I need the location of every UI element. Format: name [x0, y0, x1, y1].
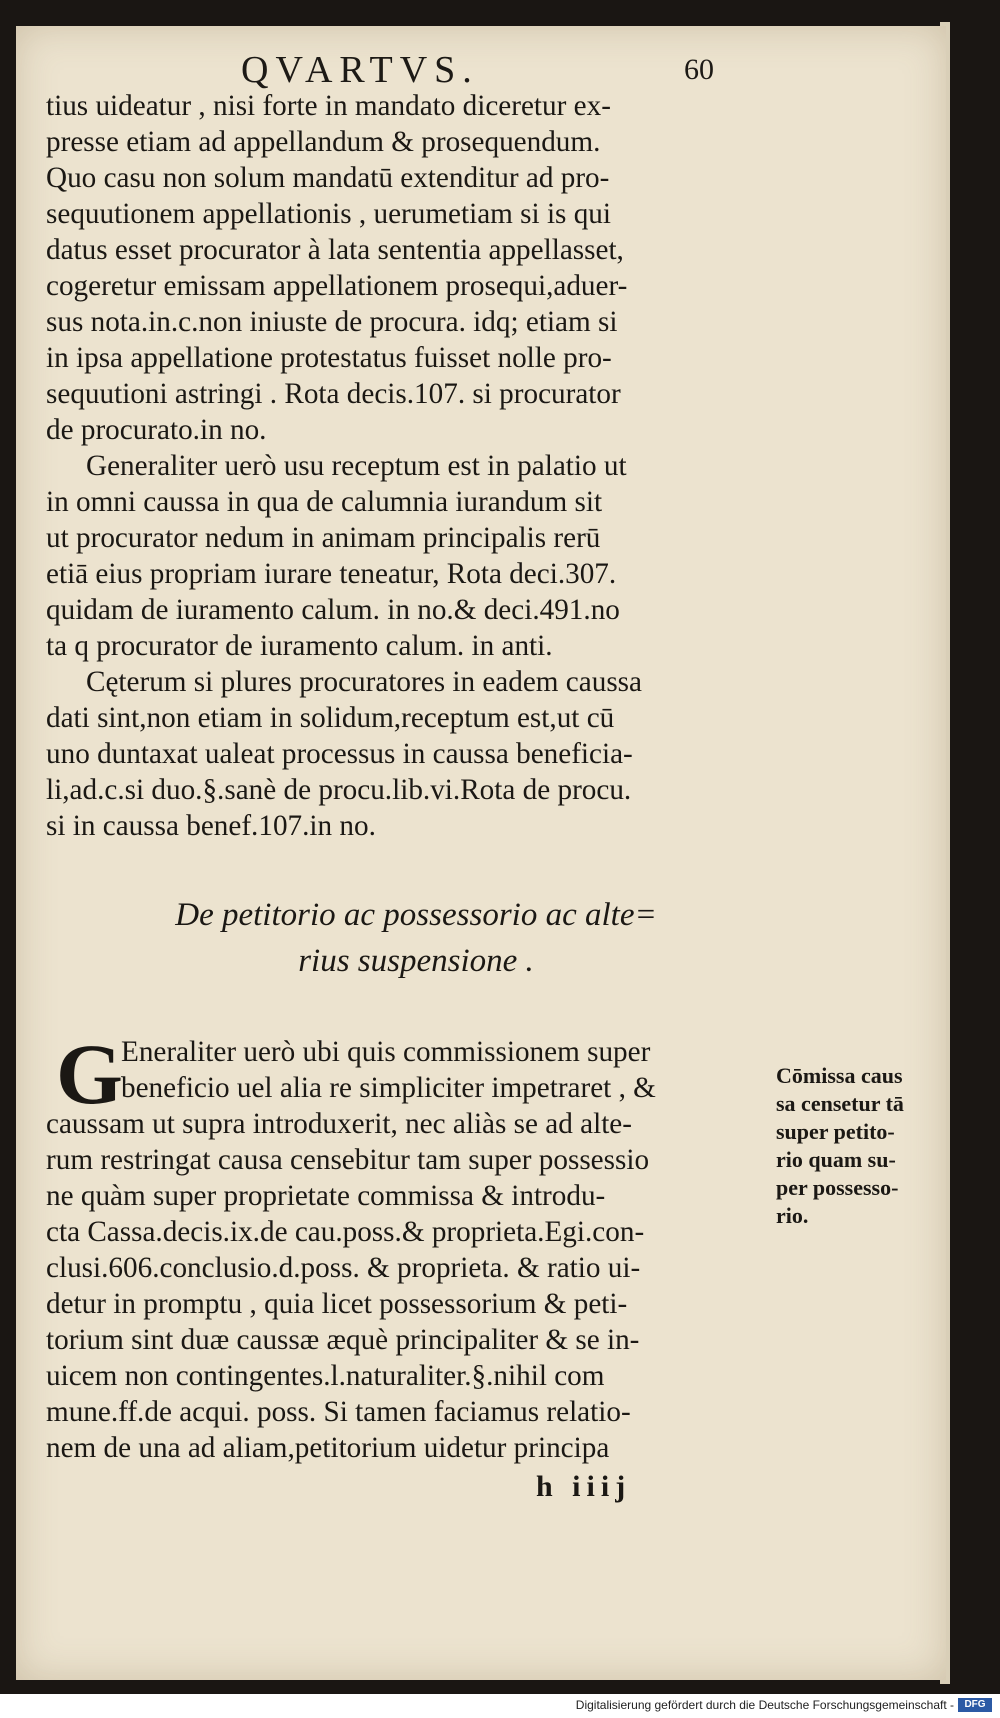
- text-line: Quo casu non solum mandatū extenditur ad pro-: [46, 162, 610, 194]
- footer-bar: [0, 1694, 1000, 1718]
- dfg-logo: DFG: [958, 1698, 992, 1712]
- text-line: clusi.606.conclusio.d.poss. & proprieta. & ratio ui-: [46, 1252, 641, 1284]
- main-text-block: [46, 88, 776, 844]
- text-line: beneficio uel alia re simpliciter impetraret , &: [121, 1072, 656, 1104]
- heading-line: De petitorio ac possessorio ac alte=: [175, 897, 657, 933]
- text-line: datus esset procurator à lata sententia appellasset,: [46, 234, 624, 266]
- text-line: Generaliter uerò usu receptum est in palatio ut: [86, 450, 627, 482]
- text-line: li,ad.c.si duo.§.sanè de procu.lib.vi.Rota de procu.: [46, 774, 632, 806]
- marginal-line: rio quam su-: [776, 1147, 896, 1172]
- page-folio: 60: [684, 53, 714, 86]
- paragraph-3: [46, 664, 776, 844]
- text-line: nem de una ad aliam,petitorium uidetur principa: [46, 1432, 610, 1464]
- text-line: caussam ut supra introduxerit, nec aliàs se ad alte-: [46, 1108, 632, 1140]
- text-line: ne quàm super proprietate commissa & introdu-: [46, 1180, 606, 1212]
- text-line: cogeretur emissam appellationem prosequi,aduer-: [46, 270, 628, 302]
- text-line: si in caussa benef.107.in no.: [46, 810, 376, 842]
- text-line: Cęterum si plures procuratores in eadem caussa: [86, 666, 642, 698]
- marginal-line: rio.: [776, 1203, 809, 1228]
- text-line: Eneraliter uerò ubi quis commissionem super: [121, 1036, 651, 1068]
- text-line: cta Cassa.decis.ix.de cau.poss.& proprieta.Egi.con-: [46, 1216, 645, 1248]
- text-line: rum restringat causa censebitur tam super possessio: [46, 1144, 650, 1176]
- text-line: torium sint duæ caussæ æquè principaliter & se in-: [46, 1324, 640, 1356]
- text-line: quidam de iuramento calum. in no.& deci.491.no: [46, 594, 620, 626]
- text-line: tius uideatur , nisi forte in mandato diceretur ex-: [46, 90, 611, 122]
- paragraph-2: [46, 448, 776, 664]
- text-line: dati sint,non etiam in solidum,receptum est,ut cū: [46, 702, 615, 734]
- book-page: [16, 26, 946, 1680]
- text-line: in ipsa appellatione protestatus fuisset nolle pro-: [46, 342, 612, 374]
- text-line: presse etiam ad appellandum & prosequendum.: [46, 126, 601, 158]
- text-line: in omni caussa in qua de calumnia iurandum sit: [46, 486, 603, 518]
- text-line: sequutioni astringi . Rota decis.107. si procurator: [46, 378, 621, 410]
- text-line: sus nota.in.c.non iniuste de procura. idq; etiam si: [46, 306, 618, 338]
- signature-mark: h iiij: [536, 1470, 632, 1503]
- marginal-note: [776, 1062, 936, 1230]
- marginal-line: super petito-: [776, 1119, 895, 1144]
- text-line: de procurato.in no.: [46, 414, 267, 446]
- section-heading: [136, 892, 696, 984]
- marginal-line: Cōmissa caus: [776, 1063, 903, 1088]
- text-line: uicem non contingentes.l.naturaliter.§.nihil com: [46, 1360, 605, 1392]
- text-line: uno duntaxat ualeat processus in caussa beneficia-: [46, 738, 633, 770]
- text-line: detur in promptu , quia licet possessorium & peti-: [46, 1288, 628, 1320]
- paragraph-1: [46, 88, 776, 448]
- text-line: ut procurator nedum in animam principalis rerū: [46, 522, 601, 554]
- text-line: mune.ff.de acqui. poss. Si tamen faciamus relatio-: [46, 1396, 631, 1428]
- text-line: etiā eius propriam iurare teneatur, Rota deci.307.: [46, 558, 617, 590]
- marginal-line: per possesso-: [776, 1175, 899, 1200]
- text-line: sequutionem appellationis , uerumetiam si is qui: [46, 198, 612, 230]
- text-line: ta q procurator de iuramento calum. in anti.: [46, 630, 553, 662]
- heading-line: rius suspensione .: [298, 943, 534, 979]
- footer-credit: Digitalisierung gefördert durch die Deutsche Forschungsgemeinschaft -: [575, 1698, 954, 1712]
- marginal-line: sa censetur tā: [776, 1091, 904, 1116]
- running-head-title: QVARTVS.: [241, 49, 479, 91]
- drop-cap: G: [56, 1026, 123, 1122]
- section-body: [46, 1026, 776, 1466]
